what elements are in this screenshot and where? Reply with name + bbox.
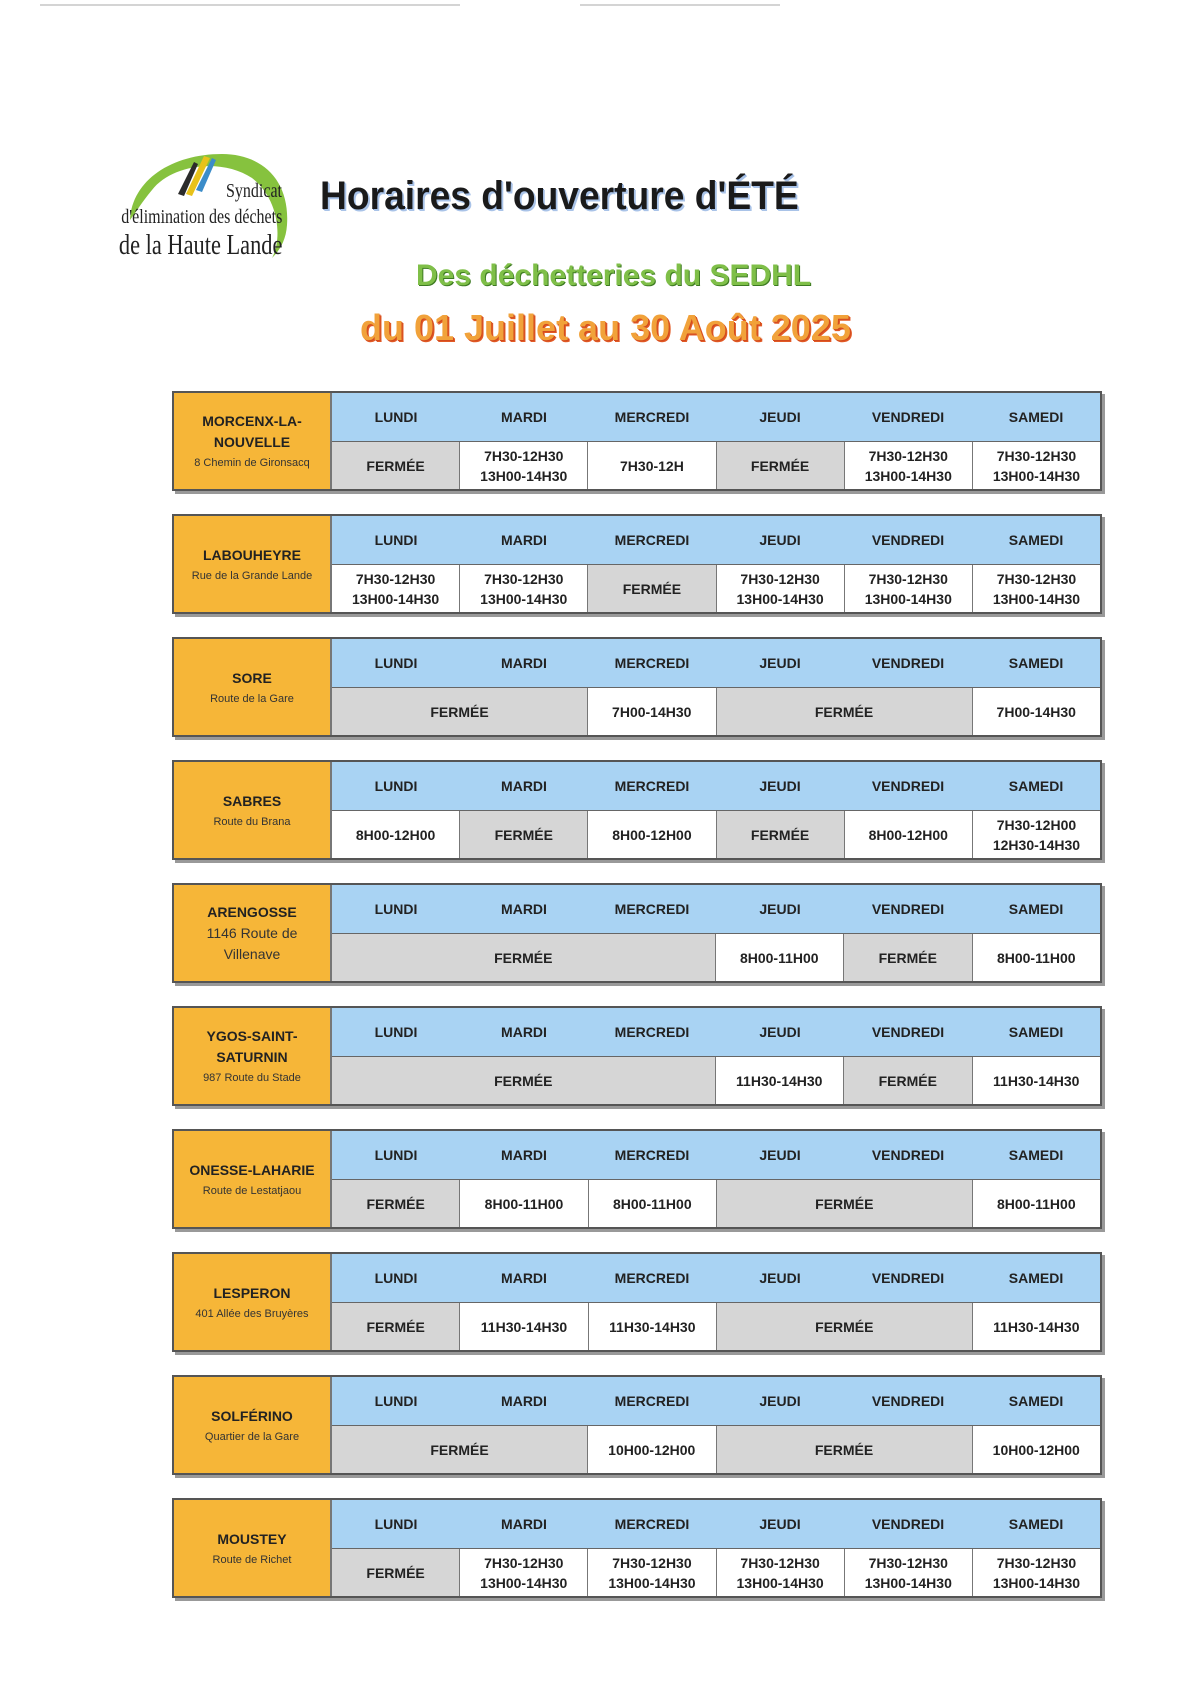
hours-cell xyxy=(973,442,1100,489)
day-header: LUNDI xyxy=(374,409,418,425)
hours-row xyxy=(332,565,1100,612)
site-name: MORCENX-LA-NOUVELLE xyxy=(202,413,302,450)
hours-text: FERMÉE xyxy=(430,1441,489,1458)
site-table xyxy=(172,1498,1102,1598)
day-header: JEUDI xyxy=(759,532,801,548)
day-header-row xyxy=(332,1008,1100,1057)
site-table xyxy=(172,637,1102,737)
closed-cell xyxy=(332,1303,460,1350)
closed-cell xyxy=(332,934,716,981)
site-label xyxy=(174,885,332,981)
hours-text: 7H30-12H30 xyxy=(484,1554,564,1571)
site-label xyxy=(174,1500,332,1596)
schedule-grid xyxy=(332,1500,1100,1596)
hours-text: 7H30-12H30 xyxy=(740,570,820,587)
hours-text: 7H30-12H30 xyxy=(868,570,948,587)
closed-cell xyxy=(717,811,845,858)
hours-cell xyxy=(716,1057,845,1104)
hours-cell xyxy=(588,1426,717,1473)
site-table xyxy=(172,1252,1102,1352)
hours-text: 7H30-12H30 xyxy=(355,570,436,587)
day-header: SAMEDI xyxy=(1008,655,1064,671)
day-header: LUNDI xyxy=(374,1147,418,1163)
day-header-row xyxy=(332,885,1100,934)
day-header: MERCREDI xyxy=(614,1024,690,1040)
site-address: 987 Route du Stade xyxy=(203,1072,301,1084)
hours-cell xyxy=(716,934,845,981)
closed-cell xyxy=(332,1549,460,1596)
hours-text: 7H30-12H30 xyxy=(996,1554,1077,1571)
scan-artifact xyxy=(40,4,460,6)
day-header: MARDI xyxy=(501,778,547,794)
site-address: Quartier de la Gare xyxy=(204,1430,300,1443)
hours-text: FERMÉE xyxy=(366,457,425,474)
hours-cell xyxy=(460,442,588,489)
day-header: JEUDI xyxy=(759,655,801,671)
schedule-grid xyxy=(332,1254,1100,1350)
closed-cell xyxy=(332,1426,588,1473)
hours-text: FERMÉE xyxy=(366,1318,425,1335)
hours-cell xyxy=(460,565,588,612)
day-header: MERCREDI xyxy=(614,1516,690,1532)
day-header-row xyxy=(332,1377,1100,1426)
day-header-row xyxy=(332,639,1100,688)
hours-text: 13H00-14H30 xyxy=(480,467,568,484)
hours-text: FERMÉE xyxy=(878,1072,937,1089)
day-header: VENDREDI xyxy=(871,1024,945,1040)
day-header: VENDREDI xyxy=(871,901,945,917)
hours-text: 7H30-12H30 xyxy=(484,447,564,464)
schedule-grid xyxy=(332,393,1100,489)
day-header-row xyxy=(332,1131,1100,1180)
hours-text: 13H00-14H30 xyxy=(480,590,568,607)
hours-text: 13H00-14H30 xyxy=(864,467,952,484)
hours-text: FERMÉE xyxy=(622,580,682,597)
hours-text: 13H00-14H30 xyxy=(992,467,1081,484)
closed-cell xyxy=(844,1057,973,1104)
day-header: LUNDI xyxy=(374,778,418,794)
day-header: LUNDI xyxy=(374,532,418,548)
day-header: MERCREDI xyxy=(614,1147,690,1163)
hours-text: 8H00-12H00 xyxy=(612,826,692,843)
closed-cell xyxy=(332,1180,460,1227)
hours-text: 7H30-12H00 xyxy=(996,816,1077,833)
site-address: Route de Lestatjaou xyxy=(202,1184,302,1197)
hours-text: FERMÉE xyxy=(750,826,810,843)
closed-cell xyxy=(460,811,588,858)
sedhl-logo xyxy=(112,150,312,268)
hours-text: 13H00-14H30 xyxy=(864,1574,952,1591)
site-name: YGOS-SAINT-SATURNIN xyxy=(206,1028,298,1065)
hours-text: 13H00-14H30 xyxy=(736,590,824,607)
hours-text: 8H00-11H00 xyxy=(997,1195,1076,1212)
day-header: MARDI xyxy=(501,409,547,425)
hours-cell xyxy=(845,811,973,858)
day-header: VENDREDI xyxy=(871,1516,945,1532)
site-address: Route de la Gare xyxy=(210,692,294,705)
schedule-list xyxy=(172,391,1102,1621)
hours-cell xyxy=(845,442,973,489)
hours-text: 13H00-14H30 xyxy=(736,1574,824,1591)
day-header: JEUDI xyxy=(759,901,801,917)
hours-text: 7H30-12H30 xyxy=(868,1554,948,1571)
hours-text: FERMÉE xyxy=(494,949,553,966)
site-label xyxy=(174,1377,332,1473)
hours-text: 11H30-14H30 xyxy=(609,1318,696,1335)
hours-text: 7H30-12H30 xyxy=(740,1554,820,1571)
logo-line-1: Syndicat xyxy=(226,180,282,202)
day-header: JEUDI xyxy=(759,778,801,794)
hours-cell xyxy=(973,1549,1100,1596)
day-header: JEUDI xyxy=(759,409,801,425)
day-header: MERCREDI xyxy=(614,901,690,917)
hours-row xyxy=(332,811,1100,858)
hours-text: FERMÉE xyxy=(750,457,810,474)
hours-text: FERMÉE xyxy=(366,1564,425,1581)
hours-text: 11H30-14H30 xyxy=(736,1072,823,1089)
scan-artifact xyxy=(580,4,780,6)
day-header: JEUDI xyxy=(759,1393,801,1409)
header xyxy=(320,174,960,349)
day-header: MARDI xyxy=(501,1270,547,1286)
hours-cell xyxy=(460,1180,588,1227)
hours-text: 8H00-11H00 xyxy=(484,1195,564,1212)
site-name: MOUSTEY xyxy=(217,1530,287,1547)
hours-text: FERMÉE xyxy=(494,1072,553,1089)
hours-cell xyxy=(973,1180,1100,1227)
hours-cell xyxy=(845,1549,973,1596)
site-name: SORE xyxy=(232,669,272,686)
logo-line-3: de la Haute Lande xyxy=(118,230,282,261)
hours-text: FERMÉE xyxy=(814,703,874,720)
hours-cell xyxy=(332,565,460,612)
day-header: SAMEDI xyxy=(1008,901,1064,917)
day-header: MARDI xyxy=(501,532,547,548)
day-header: LUNDI xyxy=(374,1024,418,1040)
hours-text: FERMÉE xyxy=(494,826,553,843)
site-label xyxy=(174,762,332,858)
site-address: Route de Richet xyxy=(212,1553,292,1566)
day-header-row xyxy=(332,1500,1100,1549)
day-header: MARDI xyxy=(501,1516,547,1532)
closed-cell xyxy=(717,1426,973,1473)
hours-text: 7H00-14H30 xyxy=(612,703,692,720)
hours-text: 7H30-12H30 xyxy=(868,447,948,464)
hours-text: 8H00-11H00 xyxy=(739,949,819,966)
hours-cell xyxy=(845,565,973,612)
site-name: ARENGOSSE xyxy=(207,903,297,920)
day-header: SAMEDI xyxy=(1008,532,1064,548)
day-header-row xyxy=(332,762,1100,811)
schedule-grid xyxy=(332,1377,1100,1473)
hours-cell xyxy=(717,1549,845,1596)
hours-row xyxy=(332,934,1100,981)
site-name: SABRES xyxy=(222,792,282,809)
hours-text: 7H30-12H30 xyxy=(996,570,1077,587)
hours-row xyxy=(332,1549,1100,1596)
site-address: 1146 Route de Villenave xyxy=(206,924,298,962)
hours-text: 11H30-14H30 xyxy=(993,1318,1080,1335)
site-label xyxy=(174,639,332,735)
day-header: MERCREDI xyxy=(614,655,690,671)
site-table xyxy=(172,1006,1102,1106)
day-header: VENDREDI xyxy=(871,532,945,548)
day-header: LUNDI xyxy=(374,1270,418,1286)
schedule-grid xyxy=(332,1131,1100,1227)
hours-cell xyxy=(588,442,716,489)
hours-text: 13H00-14H30 xyxy=(608,1574,696,1591)
closed-cell xyxy=(332,442,460,489)
hours-text: 13H00-14H30 xyxy=(992,1574,1081,1591)
hours-cell xyxy=(973,688,1101,735)
schedule-grid xyxy=(332,516,1100,612)
hours-text: FERMÉE xyxy=(814,1441,874,1458)
hours-text: 13H00-14H30 xyxy=(864,590,952,607)
day-header: SAMEDI xyxy=(1008,1270,1064,1286)
site-address: 401 Allée des Bruyères xyxy=(195,1307,309,1320)
day-header: VENDREDI xyxy=(871,778,945,794)
day-header: LUNDI xyxy=(374,901,418,917)
hours-row xyxy=(332,1426,1100,1473)
schedule-grid xyxy=(332,885,1100,981)
day-header-row xyxy=(332,1254,1100,1303)
closed-cell xyxy=(844,934,973,981)
hours-text: 8H00-12H00 xyxy=(868,826,948,843)
closed-cell xyxy=(588,565,716,612)
day-header-row xyxy=(332,516,1100,565)
closed-cell xyxy=(332,1057,716,1104)
logo-line-2: d'élimination des déchets xyxy=(120,206,282,228)
day-header: MERCREDI xyxy=(614,1393,690,1409)
site-table xyxy=(172,1129,1102,1229)
day-header: MERCREDI xyxy=(614,1270,690,1286)
site-name: LABOUHEYRE xyxy=(202,546,301,563)
day-header: SAMEDI xyxy=(1008,409,1064,425)
day-header: VENDREDI xyxy=(871,1147,945,1163)
hours-text: 13H00-14H30 xyxy=(480,1574,568,1591)
hours-text: 7H30-12H30 xyxy=(996,447,1077,464)
day-header: LUNDI xyxy=(374,1516,418,1532)
hours-row xyxy=(332,1180,1100,1227)
hours-text: 7H30-12H xyxy=(620,457,684,474)
site-table xyxy=(172,883,1102,983)
closed-cell xyxy=(717,1303,973,1350)
page-title: Horaires d'ouverture d'ÉTÉ xyxy=(320,174,799,218)
hours-cell xyxy=(973,1057,1101,1104)
hours-text: 8H00-11H00 xyxy=(996,949,1076,966)
day-header: VENDREDI xyxy=(871,655,945,671)
day-header: MARDI xyxy=(501,1024,547,1040)
hours-cell xyxy=(973,934,1101,981)
hours-cell xyxy=(973,1303,1100,1350)
day-header: VENDREDI xyxy=(871,1393,945,1409)
site-label xyxy=(174,516,332,612)
site-table xyxy=(172,514,1102,614)
day-header: MERCREDI xyxy=(614,778,690,794)
day-header: SAMEDI xyxy=(1008,1393,1064,1409)
hours-row xyxy=(332,688,1100,735)
day-header: JEUDI xyxy=(759,1024,801,1040)
closed-cell xyxy=(717,442,845,489)
site-name: LESPERON xyxy=(213,1284,291,1301)
hours-cell xyxy=(332,811,460,858)
hours-cell xyxy=(973,1426,1101,1473)
day-header: MARDI xyxy=(501,1147,547,1163)
day-header: LUNDI xyxy=(374,1393,418,1409)
hours-text: 10H00-12H00 xyxy=(992,1441,1080,1458)
site-table xyxy=(172,760,1102,860)
hours-text: 11H30-14H30 xyxy=(480,1318,568,1335)
hours-cell xyxy=(588,1549,716,1596)
day-header: VENDREDI xyxy=(871,409,945,425)
day-header: LUNDI xyxy=(374,655,418,671)
site-label xyxy=(174,393,332,489)
day-header: MARDI xyxy=(501,655,547,671)
day-header: SAMEDI xyxy=(1008,1147,1064,1163)
hours-text: 7H00-14H30 xyxy=(996,703,1076,720)
hours-cell xyxy=(460,1303,588,1350)
site-address: 8 Chemin de Gironsacq xyxy=(194,457,310,469)
day-header: MERCREDI xyxy=(614,532,690,548)
hours-text: 13H00-14H30 xyxy=(352,590,440,607)
hours-text: 13H00-14H30 xyxy=(992,590,1081,607)
day-header: VENDREDI xyxy=(871,1270,945,1286)
hours-cell xyxy=(973,811,1100,858)
hours-text: 7H30-12H30 xyxy=(612,1554,692,1571)
hours-text: FERMÉE xyxy=(430,703,489,720)
hours-text: FERMÉE xyxy=(815,1195,874,1212)
hours-cell xyxy=(588,811,716,858)
hours-text: 7H30-12H30 xyxy=(484,570,564,587)
day-header: JEUDI xyxy=(759,1516,801,1532)
schedule-grid xyxy=(332,1008,1100,1104)
schedule-grid xyxy=(332,639,1100,735)
hours-cell xyxy=(973,565,1100,612)
hours-text: 12H30-14H30 xyxy=(992,836,1081,853)
schedule-grid xyxy=(332,762,1100,858)
hours-text: FERMÉE xyxy=(878,949,937,966)
site-address: Rue de la Grande Lande xyxy=(191,569,313,582)
site-label xyxy=(174,1008,332,1104)
day-header: JEUDI xyxy=(759,1147,801,1163)
site-table xyxy=(172,1375,1102,1475)
hours-cell xyxy=(717,565,845,612)
day-header: JEUDI xyxy=(759,1270,801,1286)
day-header-row xyxy=(332,393,1100,442)
hours-text: FERMÉE xyxy=(366,1195,425,1212)
hours-text: 11H30-14H30 xyxy=(993,1072,1080,1089)
hours-cell xyxy=(589,1303,717,1350)
day-header: MERCREDI xyxy=(614,409,690,425)
day-header: MARDI xyxy=(501,1393,547,1409)
site-name: SOLFÉRINO xyxy=(211,1407,293,1424)
hours-text: 10H00-12H00 xyxy=(608,1441,696,1458)
closed-cell xyxy=(717,688,973,735)
site-label xyxy=(174,1254,332,1350)
date-range: du 01 Juillet au 30 Août 2025 xyxy=(360,307,851,348)
hours-text: 8H00-11H00 xyxy=(613,1195,692,1212)
hours-row xyxy=(332,442,1100,489)
hours-cell xyxy=(588,688,717,735)
hours-cell xyxy=(589,1180,717,1227)
hours-text: FERMÉE xyxy=(815,1318,874,1335)
site-name: ONESSE-LAHARIE xyxy=(189,1161,315,1178)
closed-cell xyxy=(717,1180,973,1227)
day-header: SAMEDI xyxy=(1008,1024,1064,1040)
hours-row xyxy=(332,1303,1100,1350)
closed-cell xyxy=(332,688,588,735)
hours-row xyxy=(332,1057,1100,1104)
page-subtitle: Des déchetteries du SEDHL xyxy=(416,259,812,292)
day-header: SAMEDI xyxy=(1008,778,1064,794)
hours-cell xyxy=(460,1549,588,1596)
site-table xyxy=(172,391,1102,491)
site-address: Route du Brana xyxy=(213,815,291,828)
day-header: MARDI xyxy=(501,901,547,917)
day-header: SAMEDI xyxy=(1008,1516,1064,1532)
site-label xyxy=(174,1131,332,1227)
hours-text: 8H00-12H00 xyxy=(355,826,436,843)
